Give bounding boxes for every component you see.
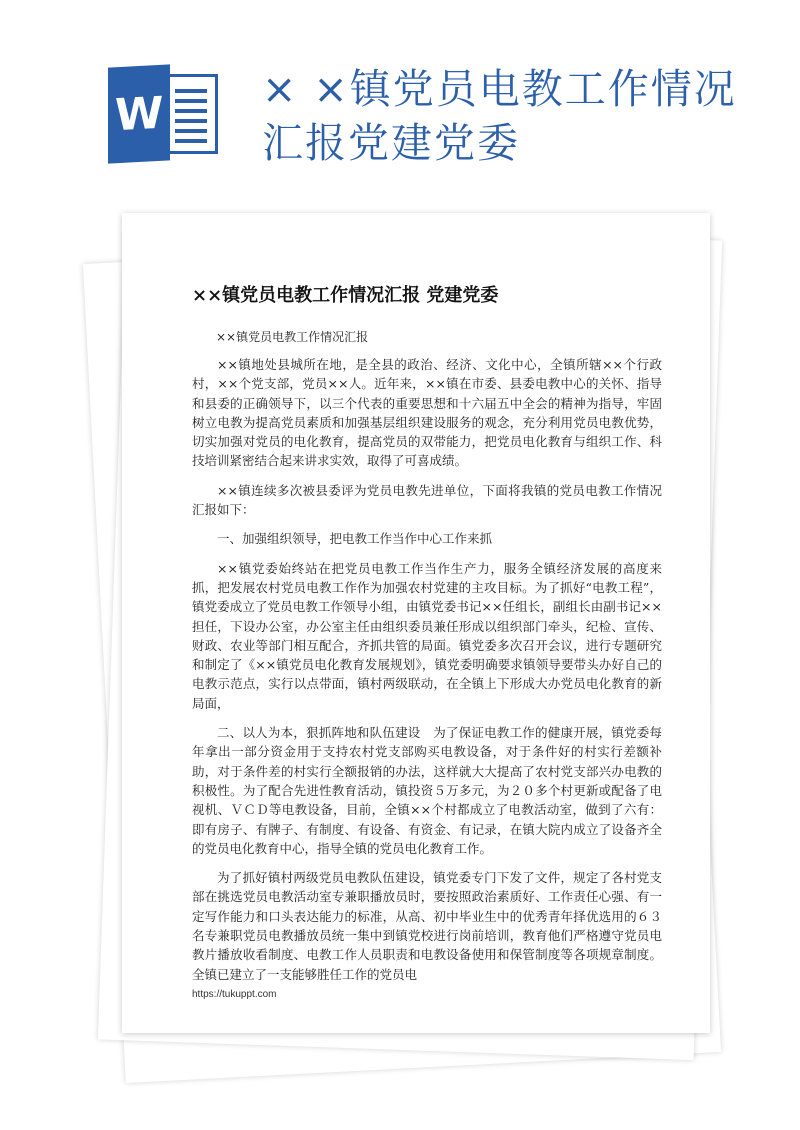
paragraph-organization: ××镇党委始终站在把党员电教工作当作生产力，服务全镇经济发展的高度来抓，把发展农村党员电教工作作为加强农村党建的主攻目标。为了抓好“电教工程”，镇党委成立了党员电教工作领导小组，由镇党委书记××任组长，副组长由副书记××担任，下设办公室，办公室主任由组织委员兼任形成以组织部门牵头，纪检、宣传、财政、农业等部门相互配合，齐抓共管的局面。镇党委多次召开会议，进行专题研究和制定了《××镇党员电化教育发展规划》，镇党委明确要求镇领导要带头办好自己的电教示范点，实行以点带面，镇村两级联动，在全镇上下形成大办党员电化教育的新局面， [192, 560, 662, 711]
paragraph-summary: ××镇连续多次被县委评为党员电教先进单位，下面将我镇的党员电教工作情况汇报如下： [192, 482, 662, 518]
paragraph-intro: ××镇地处县城所在地，是全县的政治、经济、文化中心，全镇所辖××个行政村，××个党支部，党员××人。近年来，××镇在市委、县委电教中心的关怀、指导和县委的正确领导下，以三个代表的重要思想和十六届五中全会的精神为指导，牢固树立电教为提高党员素质和加强基层组织建设服务的观念，充分利用党员电教优势，切实加强对党员的电化教育，提高党员的双带能力，把党员电化教育与组织工作、科技培训紧密结合起来讲求实效，取得了可喜成绩。 [192, 357, 662, 469]
word-document-icon [108, 66, 220, 162]
page-subheading: ××镇党员电教工作情况汇报 [216, 330, 369, 344]
paper-sheet-front [122, 213, 710, 1033]
paragraph-team-building: 为了抓好镇村两级党员电教队伍建设，镇党委专门下发了文件，规定了各村党支部在挑选党员电教活动室专兼职播放员时，要按照政治素质好、工作责任心强、有一定写作能力和口头表达能力的标准，从高、初中毕业生中的优秀青年择优选用的６３名专兼职党员电教播放员统一集中到镇党校进行岗前培训，教育他们严格遵守党员电教片播放收看制度、电教工作人员职责和电教设备使用和保管制度等各项规章制度。全镇已建立了一支能够胜任工作的党员电 [192, 870, 662, 982]
section-heading-1: 一、加强组织领导，把电教工作当作中心工作来抓 [217, 531, 493, 547]
word-letter-badge: W [108, 64, 170, 163]
document-title: × ×镇党员电教工作情况汇报党建党委 [262, 65, 737, 167]
paragraph-section-2: 二、以人为本，狠抓阵地和队伍建设 为了保证电教工作的健康开展，镇党委每年拿出一部分资金用于支持农村党支部购买电教设备，对于条件好的村实行差额补助，对于条件差的村实行全额报销的办法，这样就大大提高了农村党支部兴办电教的积极性。为了配合先进性教育活动，镇投资５万多元，为２０多个村更新或配备了电视机、ＶＣＤ等电教设备，目前，全镇××个村都成立了电教活动室，做到了六有：即有房子、有牌子、有制度、有设备、有资金、有记录，在镇大院内成立了设备齐全的党员电化教育中心，指导全镇的党员电化教育工作。 [192, 725, 662, 856]
footer-url: https://tukuppt.com [192, 989, 277, 1000]
page-heading: ××镇党员电教工作情况汇报 党建党委 [192, 285, 499, 306]
document-body [192, 355, 662, 994]
